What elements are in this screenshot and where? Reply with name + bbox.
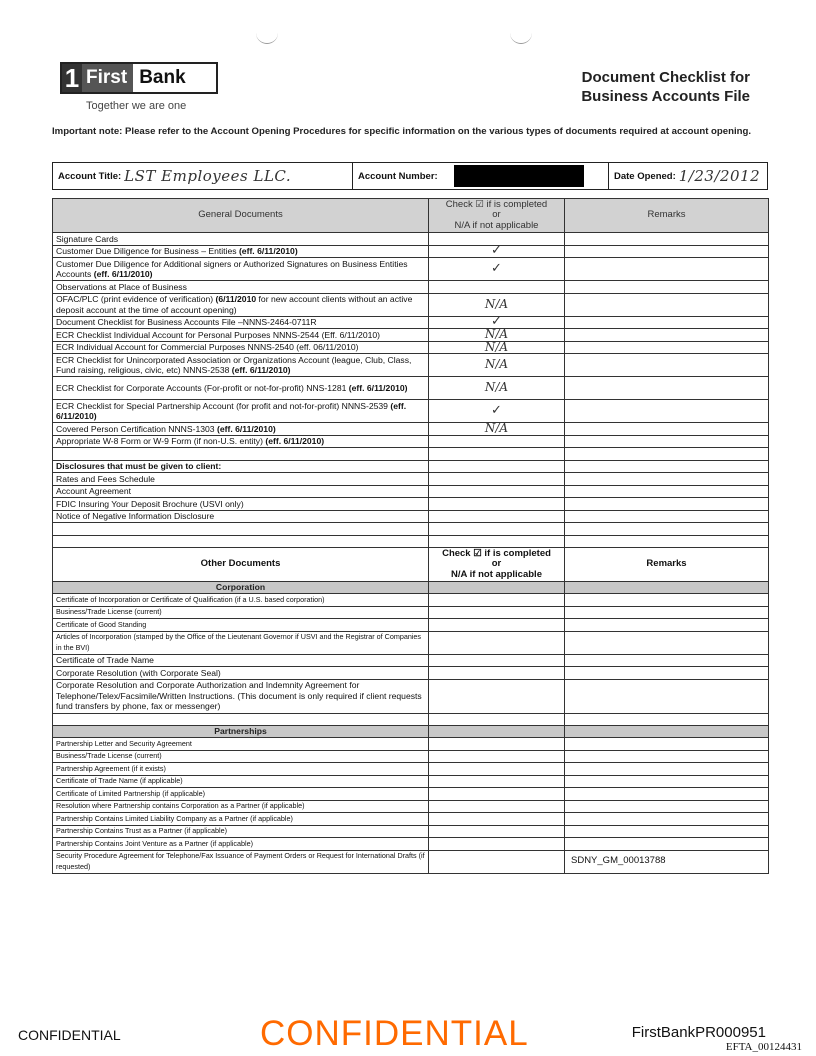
general-doc-row [53, 293, 769, 316]
corporation-doc-row-remarks [565, 667, 769, 680]
account-title-label: Account Title: [58, 170, 122, 182]
effective-date: (eff. 6/11/2010) [56, 400, 407, 421]
corporation-section-header-gap [565, 582, 769, 594]
document-title-line1: Document Checklist for [581, 69, 750, 86]
blank-cell [53, 523, 429, 536]
partnership-doc-row-text: Certificate of Trade Name (if applicable) [53, 775, 429, 788]
blank-row [53, 713, 769, 726]
partnership-doc-row-text: Partnership Contains Trust as a Partner (if applicable) [53, 825, 429, 838]
partnership-doc-row-remarks [565, 738, 769, 751]
efta-number: EFTA_00124431 [725, 1041, 802, 1053]
corporation-doc-row-check [429, 606, 565, 619]
partnership-doc-row-remarks [565, 763, 769, 776]
partnership-doc-row-text: Partnership Agreement (if it exists) [53, 763, 429, 776]
general-doc-label: ECR Checklist for Special Partnership Account (for profit and not-for-profit) NNNS-2539 [56, 400, 391, 411]
general-documents-header-col2_line1: Check ☑ if is completed [445, 198, 548, 210]
disclosure-row-remarks [565, 485, 769, 498]
partnership-doc-row-remarks [565, 800, 769, 813]
remarks-cell [565, 245, 769, 258]
first-bank-logo [60, 62, 220, 112]
corporation-doc-row-remarks [565, 606, 769, 619]
handwritten-mark: N/A [484, 357, 509, 372]
partnerships-section-header-gap [429, 726, 565, 738]
general-documents-header-col2 [429, 199, 565, 233]
partnership-doc-row [53, 788, 769, 801]
corporation-doc-row [53, 654, 769, 667]
date-opened-cell [609, 163, 767, 189]
general-doc-text [53, 354, 429, 377]
partnership-doc-row-remarks [565, 825, 769, 838]
blank-cell [53, 713, 429, 726]
general-doc-label: OFAC/PLC (print evidence of verification) [56, 294, 216, 304]
na-mark [429, 341, 565, 354]
remarks-cell [565, 354, 769, 377]
partnership-doc-row-check [429, 763, 565, 776]
corporation-section-header-gap [429, 582, 565, 594]
disclosure-row-text: Account Agreement [53, 485, 429, 498]
blank-cell [429, 523, 565, 536]
general-doc-row [53, 354, 769, 377]
blank-cell [53, 535, 429, 548]
document-title-line2: Business Accounts File [581, 88, 750, 105]
disclosures-heading-row-check [429, 460, 565, 473]
checkmark-icon [429, 400, 565, 423]
general-doc-label: Appropriate W-8 Form or W-9 Form (if non-U.S. entity) [56, 436, 266, 446]
account-info-bar [52, 162, 768, 190]
disclosure-row-check [429, 498, 565, 511]
bates-number: FirstBankPR000951 [631, 1024, 766, 1041]
general-doc-label: Customer Due Diligence for Business – Entities [56, 246, 239, 256]
checklist-table [52, 198, 769, 874]
partnership-doc-row-check [429, 850, 565, 873]
general-doc-text [53, 435, 429, 448]
account-title-cell [53, 163, 353, 189]
corporation-doc-row-remarks [565, 594, 769, 607]
scan-artifact [510, 30, 532, 44]
general-doc-text [53, 245, 429, 258]
disclosure-row [53, 485, 769, 498]
corporation-doc-row [53, 667, 769, 680]
disclosure-row-remarks [565, 510, 769, 523]
general-doc-label: ECR Individual Account for Commercial Purposes NNNS-2540 (eff. 06/11/2010) [56, 342, 359, 352]
corporation-doc-row-check [429, 654, 565, 667]
blank-cell [53, 448, 429, 461]
remarks-cell [565, 233, 769, 246]
corporation-doc-row-remarks [565, 619, 769, 632]
blank-cell [429, 713, 565, 726]
other-documents-header [53, 548, 769, 582]
handwritten-mark: N/A [484, 327, 509, 341]
account-number-cell [353, 163, 609, 189]
partnership-doc-row-remarks [565, 775, 769, 788]
corporation-doc-row-text: Articles of Incorporation (stamped by the Office of the Lieutenant Governor if USVI and the Registrar of Companies in the BVI) [53, 631, 429, 654]
general-doc-label: ECR Checklist for Unincorporated Association or Organizations Account (league, Club, Class, Fund raising, religious, civic, etc) NNNS-2538 [56, 354, 412, 375]
general-doc-row [53, 341, 769, 354]
blank-cell [565, 535, 769, 548]
partnership-doc-row-check [429, 813, 565, 826]
general-doc-label: Covered Person Certification NNNS-1303 [56, 423, 217, 434]
partnership-doc-row-text: Business/Trade License (current) [53, 750, 429, 763]
general-documents-header [53, 199, 769, 233]
disclosure-row-check [429, 485, 565, 498]
partnerships-section-header-label: Partnerships [53, 726, 429, 738]
general-doc-text [53, 293, 429, 316]
handwritten-mark: ✓ [491, 243, 502, 258]
general-doc-row [53, 316, 769, 329]
general-doc-text [53, 281, 429, 294]
general-doc-text [53, 258, 429, 281]
corporation-doc-row-text: Corporate Resolution (with Corporate Seal) [53, 667, 429, 680]
handwritten-mark: N/A [484, 421, 509, 435]
partnership-doc-row-text: Security Procedure Agreement for Telephone/Fax Issuance of Payment Orders or Request for International Drafts (if requested) [53, 850, 429, 873]
other-documents-header-col1: Other Documents [53, 548, 429, 582]
general-doc-row [53, 245, 769, 258]
disclosures-heading-row [53, 460, 769, 473]
corporation-section-header [53, 582, 769, 594]
disclosure-row-text: FDIC Insuring Your Deposit Brochure (USVI only) [53, 498, 429, 511]
general-doc-tail: for new account clients without an active deposit account at the time of account opening) [56, 294, 413, 315]
remarks-cell [565, 341, 769, 354]
partnership-doc-row-text: Certificate of Limited Partnership (if applicable) [53, 788, 429, 801]
disclosures-heading-row-remarks [565, 460, 769, 473]
partnership-doc-row [53, 800, 769, 813]
handwritten-mark: ✓ [491, 402, 502, 418]
general-doc-label: Signature Cards [56, 233, 119, 244]
general-doc-text [53, 377, 429, 400]
other-documents-header-col2_line1: Check ☑ if is completed [442, 547, 551, 559]
corporation-doc-row [53, 606, 769, 619]
corporation-doc-row [53, 594, 769, 607]
checkmark-icon [429, 258, 565, 281]
general-doc-text [53, 233, 429, 246]
general-doc-row [53, 281, 769, 294]
document-title [581, 68, 750, 106]
partnership-doc-row-check [429, 775, 565, 788]
blank-cell [429, 448, 565, 461]
remarks-cell [565, 435, 769, 448]
corporation-doc-row-check [429, 631, 565, 654]
partnership-doc-row [53, 775, 769, 788]
remarks-cell [565, 400, 769, 423]
partnership-doc-row-remarks [565, 838, 769, 851]
corporation-section-header-label: Corporation [53, 582, 429, 594]
blank-cell [565, 523, 769, 536]
general-documents-header-col3: Remarks [565, 199, 769, 233]
corporation-doc-row-remarks [565, 654, 769, 667]
general-documents-header-col2_line2: or [492, 209, 501, 221]
effective-date: (eff. 6/11/2010) [265, 436, 325, 446]
effective-date: (eff. 6/11/2010) [238, 246, 298, 256]
corporation-doc-row-check [429, 619, 565, 632]
partnership-doc-row [53, 813, 769, 826]
remarks-cell [565, 423, 769, 436]
corporation-doc-row-check [429, 667, 565, 680]
general-doc-row [53, 377, 769, 400]
disclosure-row-remarks [565, 473, 769, 486]
partnership-doc-row-text: Partnership Contains Limited Liability Company as a Partner (if applicable) [53, 813, 429, 826]
disclosure-row-text: Notice of Negative Information Disclosure [53, 510, 429, 523]
remarks-cell [565, 281, 769, 294]
general-doc-row [53, 435, 769, 448]
other-documents-header-col2_line3: N/A if not applicable [451, 568, 542, 580]
general-doc-text [53, 423, 429, 436]
general-doc-row [53, 400, 769, 423]
account-title-value: LST Employees LLC. [124, 167, 292, 185]
general-doc-text [53, 341, 429, 354]
confidential-stamp: CONFIDENTIAL [260, 1014, 529, 1053]
effective-date: (eff. 6/11/2010) [93, 269, 153, 279]
handwritten-mark: N/A [484, 296, 509, 311]
general-doc-text [53, 316, 429, 329]
general-doc-label: ECR Checklist Individual Account for Personal Purposes NNNS-2544 (Eff. 6/11/2010) [56, 329, 381, 340]
handwritten-mark: N/A [484, 380, 509, 395]
remarks-cell [565, 258, 769, 281]
remarks-cell [565, 329, 769, 342]
date-opened-value: 1/23/2012 [678, 167, 761, 185]
corporation-doc-row-check [429, 679, 565, 713]
confidential-label: CONFIDENTIAL [18, 1027, 121, 1043]
general-doc-row [53, 233, 769, 246]
checkmark-icon [429, 245, 565, 258]
disclosure-row [53, 473, 769, 486]
blank-row [53, 448, 769, 461]
effective-date: (eff. 6/11/2010) [216, 423, 276, 434]
logo-bank-text: Bank [133, 64, 191, 92]
remarks-cell [565, 293, 769, 316]
partnership-doc-row-text: Partnership Letter and Security Agreement [53, 738, 429, 751]
disclosure-row-remarks [565, 498, 769, 511]
na-mark [429, 354, 565, 377]
na-mark [429, 293, 565, 316]
partnership-doc-row-remarks [565, 813, 769, 826]
general-doc-label: ECR Checklist for Corporate Accounts (For-profit or not-for-profit) NNS-1281 [56, 382, 349, 393]
handwritten-mark: ✓ [491, 314, 502, 329]
effective-date: (eff. 6/11/2010) [231, 365, 291, 375]
na-mark [429, 377, 565, 400]
blank-cell [565, 448, 769, 461]
corporation-doc-row-text: Certificate of Good Standing [53, 619, 429, 632]
blank-cell [429, 535, 565, 548]
check-cell [429, 435, 565, 448]
blank-row [53, 523, 769, 536]
other-documents-header-col2 [429, 548, 565, 582]
remarks-cell [565, 377, 769, 400]
na-mark [429, 423, 565, 436]
corporation-doc-row-text: Business/Trade License (current) [53, 606, 429, 619]
partnership-doc-row-check [429, 838, 565, 851]
disclosures-heading-row-text: Disclosures that must be given to client: [53, 460, 429, 473]
logo-tagline: Together we are one [86, 100, 187, 112]
general-doc-row [53, 329, 769, 342]
general-doc-label: Customer Due Diligence for Additional signers or Authorized Signatures on Business Entities Accounts [56, 258, 408, 279]
partnership-doc-row-remarks [565, 788, 769, 801]
date-opened-label: Date Opened: [614, 170, 676, 182]
corporation-doc-row-text: Corporate Resolution and Corporate Authorization and Indemnity Agreement for Telephone/Telex/Facsimile/Written Instructions. (This document is only required if client requests fund transfers by phone, fax or messenger) [53, 679, 429, 713]
handwritten-mark: N/A [484, 339, 509, 354]
disclosure-row [53, 510, 769, 523]
partnership-doc-row-remarks [565, 750, 769, 763]
partnership-doc-row-remarks: SDNY_GM_00013788 [565, 850, 769, 873]
redaction-block [454, 165, 584, 187]
other-documents-header-col2_line2: or [491, 558, 502, 570]
partnership-doc-row [53, 763, 769, 776]
disclosure-row-check [429, 473, 565, 486]
corporation-doc-row-text: Certificate of Trade Name [53, 654, 429, 667]
corporation-doc-row [53, 619, 769, 632]
partnership-doc-row-check [429, 825, 565, 838]
corporation-doc-row-check [429, 594, 565, 607]
blank-cell [565, 713, 769, 726]
general-doc-label: Document Checklist for Business Accounts File –NNNS-2464-0711R [56, 317, 317, 327]
logo-one-mark: 1 [62, 64, 82, 92]
disclosure-row-check [429, 510, 565, 523]
partnership-doc-row [53, 825, 769, 838]
disclosure-row [53, 498, 769, 511]
partnership-doc-row-check [429, 800, 565, 813]
blank-row [53, 535, 769, 548]
general-documents-header-col1: General Documents [53, 199, 429, 233]
handwritten-mark: ✓ [491, 260, 502, 276]
partnership-doc-row-text: Partnership Contains Joint Venture as a Partner (if applicable) [53, 838, 429, 851]
partnerships-section-header-gap [565, 726, 769, 738]
corporation-doc-row [53, 631, 769, 654]
partnerships-section-header [53, 726, 769, 738]
partnership-doc-row [53, 750, 769, 763]
check-cell [429, 281, 565, 294]
remarks-cell [565, 316, 769, 329]
partnership-doc-row [53, 738, 769, 751]
general-doc-row [53, 423, 769, 436]
effective-date: (6/11/2010 [215, 294, 257, 304]
partnership-doc-row-check [429, 738, 565, 751]
general-doc-text [53, 329, 429, 342]
account-number-label: Account Number: [358, 170, 438, 182]
scan-artifact [256, 30, 278, 44]
other-documents-header-col3: Remarks [565, 548, 769, 582]
partnership-doc-row-text: Resolution where Partnership contains Corporation as a Partner (if applicable) [53, 800, 429, 813]
partnership-doc-row [53, 838, 769, 851]
corporation-doc-row-remarks [565, 631, 769, 654]
partnership-doc-row-check [429, 750, 565, 763]
corporation-doc-row-remarks [565, 679, 769, 713]
corporation-doc-row [53, 679, 769, 713]
general-doc-text [53, 400, 429, 423]
effective-date: (eff. 6/11/2010) [348, 382, 408, 393]
general-doc-row [53, 258, 769, 281]
partnership-doc-row-check [429, 788, 565, 801]
general-doc-label: Observations at Place of Business [56, 281, 187, 292]
partnership-doc-row [53, 850, 769, 873]
disclosure-row-text: Rates and Fees Schedule [53, 473, 429, 486]
corporation-doc-row-text: Certificate of Incorporation or Certificate of Qualification (if a U.S. based corporation) [53, 594, 429, 607]
general-documents-header-col2_line3: N/A if not applicable [454, 219, 539, 231]
important-note: Important note: Please refer to the Account Opening Procedures for specific information on the various types of documents required at account opening. [52, 126, 752, 137]
logo-first-text: First [82, 64, 133, 92]
